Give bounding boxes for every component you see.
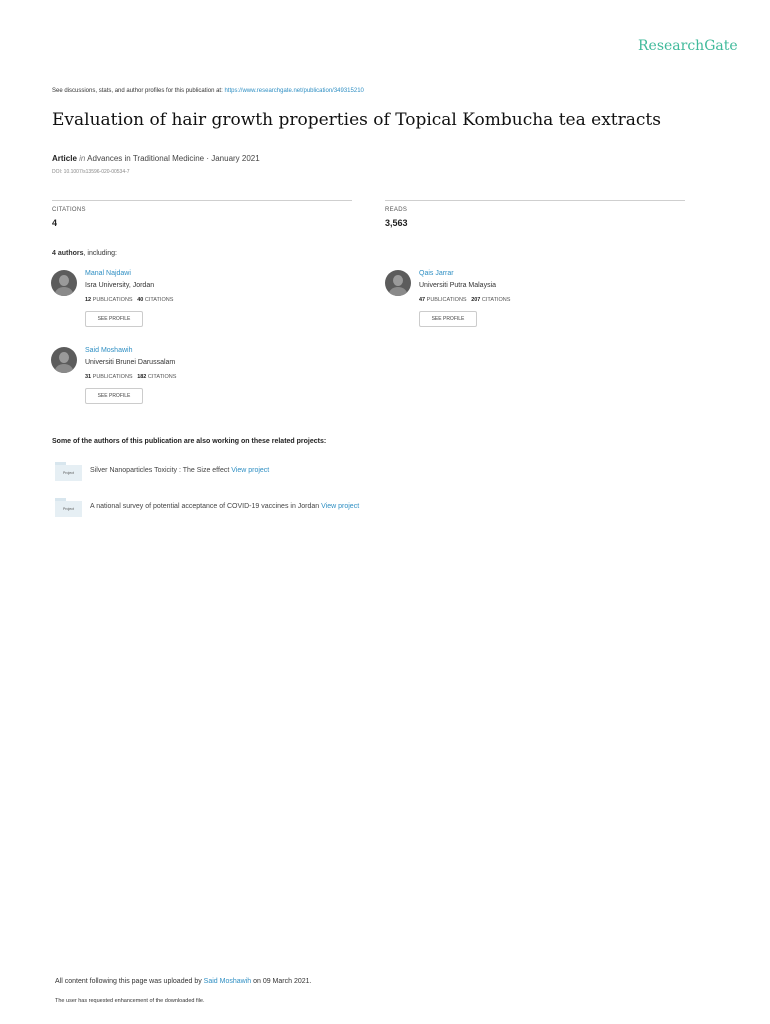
reads-label: READS bbox=[385, 207, 408, 213]
divider-reads bbox=[385, 200, 685, 201]
project-icon-label: Project bbox=[55, 465, 82, 481]
authors-count: 4 authors bbox=[52, 250, 84, 257]
researchgate-logo[interactable]: ResearchGate bbox=[638, 38, 738, 54]
meta-in: in bbox=[79, 154, 86, 163]
see-profile-button[interactable]: SEE PROFILE bbox=[419, 311, 477, 327]
project-folder-icon bbox=[55, 498, 82, 517]
authors-heading bbox=[52, 250, 117, 257]
avatar[interactable] bbox=[51, 270, 77, 296]
author-publications-count: 12 bbox=[85, 297, 92, 303]
uploader-link[interactable]: Said Moshawih bbox=[203, 978, 252, 985]
author-institution: Universiti Brunei Darussalam bbox=[85, 359, 176, 366]
author-citations-count: 182 bbox=[137, 374, 147, 380]
see-profile-button[interactable]: SEE PROFILE bbox=[85, 311, 143, 327]
article-type: Article bbox=[52, 154, 77, 163]
authors-suffix: , including: bbox=[83, 250, 117, 257]
citations-label: CITATIONS bbox=[52, 207, 86, 213]
author-name[interactable]: Said Moshawih bbox=[85, 347, 133, 354]
project-title: Silver Nanoparticles Toxicity : The Size effect bbox=[90, 467, 230, 474]
project-text bbox=[90, 503, 359, 510]
publication-link[interactable]: https://www.researchgate.net/publication/349315210 bbox=[224, 88, 364, 94]
author-institution: Universiti Putra Malaysia bbox=[419, 282, 497, 289]
citations-value: 4 bbox=[52, 218, 58, 228]
author-citations-label: CITATIONS bbox=[144, 297, 174, 303]
project-title: A national survey of potential acceptance of COVID-19 vaccines in Jordan bbox=[90, 503, 320, 510]
upload-prefix: All content following this page was uploaded by bbox=[55, 978, 202, 985]
author-stats bbox=[85, 374, 176, 380]
project-text bbox=[90, 467, 269, 474]
article-meta bbox=[52, 154, 260, 163]
author-publications-count: 31 bbox=[85, 374, 92, 380]
related-projects-heading: Some of the authors of this publication are also working on these related projects: bbox=[52, 438, 327, 445]
author-citations-count: 207 bbox=[471, 297, 481, 303]
project-folder-icon bbox=[55, 462, 82, 481]
doi: DOI: 10.1007/s13596-020-00534-7 bbox=[52, 169, 130, 175]
reads-value: 3,563 bbox=[385, 218, 408, 228]
author-publications-label: PUBLICATIONS bbox=[92, 297, 133, 303]
author-name[interactable]: Qais Jarrar bbox=[419, 270, 454, 277]
author-stats bbox=[85, 297, 173, 303]
upload-suffix: on 09 March 2021. bbox=[253, 978, 312, 985]
page-title: Evaluation of hair growth properties of Topical Kombucha tea extracts bbox=[52, 110, 661, 130]
project-icon-label: Project bbox=[55, 501, 82, 517]
author-stats bbox=[419, 297, 510, 303]
avatar[interactable] bbox=[385, 270, 411, 296]
author-citations-count: 40 bbox=[137, 297, 144, 303]
author-publications-label: PUBLICATIONS bbox=[92, 374, 133, 380]
avatar[interactable] bbox=[51, 347, 77, 373]
author-citations-label: CITATIONS bbox=[147, 374, 177, 380]
author-institution: Isra University, Jordan bbox=[85, 282, 155, 289]
author-publications-label: PUBLICATIONS bbox=[426, 297, 467, 303]
view-project-link[interactable]: View project bbox=[321, 503, 360, 510]
journal-venue[interactable]: Advances in Traditional Medicine · January 2021 bbox=[87, 154, 260, 163]
upload-note bbox=[55, 978, 311, 985]
enhancement-note: The user has requested enhancement of the downloaded file. bbox=[55, 998, 205, 1004]
see-profile-button[interactable]: SEE PROFILE bbox=[85, 388, 143, 404]
divider-citations bbox=[52, 200, 352, 201]
discussions-line bbox=[52, 88, 364, 94]
view-project-link[interactable]: View project bbox=[231, 467, 270, 474]
author-name[interactable]: Manal Najdawi bbox=[85, 270, 131, 277]
author-citations-label: CITATIONS bbox=[481, 297, 511, 303]
discussions-text: See discussions, stats, and author profiles for this publication at: bbox=[52, 88, 223, 94]
author-publications-count: 47 bbox=[419, 297, 426, 303]
